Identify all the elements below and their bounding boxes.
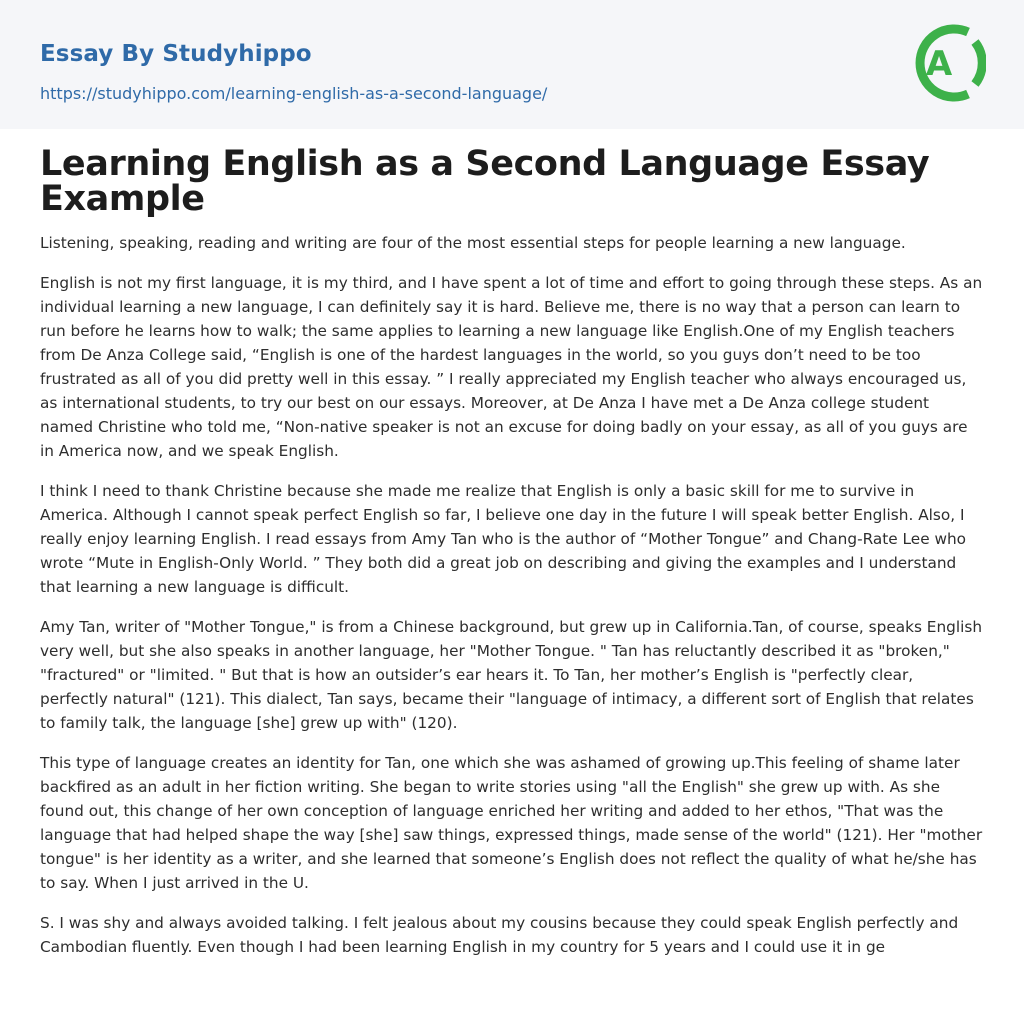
essay-paragraph: English is not my first language, it is my third, and I have spent a lot of time and effort to going through these steps. As an individual learning a new language, I can definitely say it is hard. Believe me, there is no way that a person can learn to run before he learns how to walk; the same applies to learning a new language like English.One of my English teachers from De Anza College said, “English is one of the hardest languages in the world, so you guys don’t need to be too frustrated as all of you did pretty well in this essay. ” I really appreciated my English teacher who always encouraged us, as international students, to try our best on our essays. Moreover, at De Anza I have met a De Anza college student named Christine who told me, “Non-native speaker is not an excuse for doing badly on your essay, as all of you guys are in America now, and we speak English.	[40, 274, 983, 460]
logo-letter: A	[925, 44, 953, 84]
essay-paragraph: Listening, speaking, reading and writing are four of the most essential steps for people learning a new language.	[40, 234, 906, 252]
site-title[interactable]: Essay By Studyhippo	[40, 41, 312, 67]
source-url-link[interactable]: https://studyhippo.com/learning-english-as-a-second-language/	[40, 84, 548, 103]
studyhippo-logo-icon[interactable]	[912, 20, 986, 106]
essay-paragraph: Amy Tan, writer of "Mother Tongue," is from a Chinese background, but grew up in California.Tan, of course, speaks English very well, but she also speaks in another language, her "Mother Tongue. " Tan has reluctantly described it as "broken," "fractured" or "limited. " But that is how an outsider’s ear hears it. To Tan, her mother’s English is "perfectly clear, perfectly natural" (121). This dialect, Tan says, became their "language of intimacy, a different sort of English that relates to family talk, the language [she] grew up with" (120).	[40, 618, 983, 732]
logo-ring-tail	[975, 42, 982, 84]
essay-paragraph: I think I need to thank Christine because she made me realize that English is only a basic skill for me to survive in America. Although I cannot speak perfect English so far, I believe one day in the future I will speak better English. Also, I really enjoy learning English. I read essays from Amy Tan who is the author of “Mother Tongue” and Chang-Rate Lee who wrote “Mute in English-Only World. ” They both did a great job on describing and giving the examples and I understand that learning a new language is difficult.	[40, 482, 967, 596]
essay-title: Learning English as a Second Language Essay Example	[40, 144, 930, 219]
site-header	[0, 0, 1024, 129]
essay-paragraph: This type of language creates an identity for Tan, one which she was ashamed of growing up.This feeling of shame later backfired as an adult in her fiction writing. She began to write stories using "all the English" she grew up with. As she found out, this change of her own conception of language enriched her writing and added to her ethos, "That was the language that had helped shape the way [she] saw things, expressed things, made sense of the world" (121). Her "mother tongue" is her identity as a writer, and she learned that someone’s English does not reflect the quality of what he/she has to say. When I just arrived in the U.	[40, 754, 983, 892]
essay-content	[40, 144, 984, 975]
essay-paragraph: S. I was shy and always avoided talking. I felt jealous about my cousins because they could speak English perfectly and Cambodian fluently. Even though I had been learning English in my country for 5 years and I could use it in ge	[40, 914, 959, 956]
